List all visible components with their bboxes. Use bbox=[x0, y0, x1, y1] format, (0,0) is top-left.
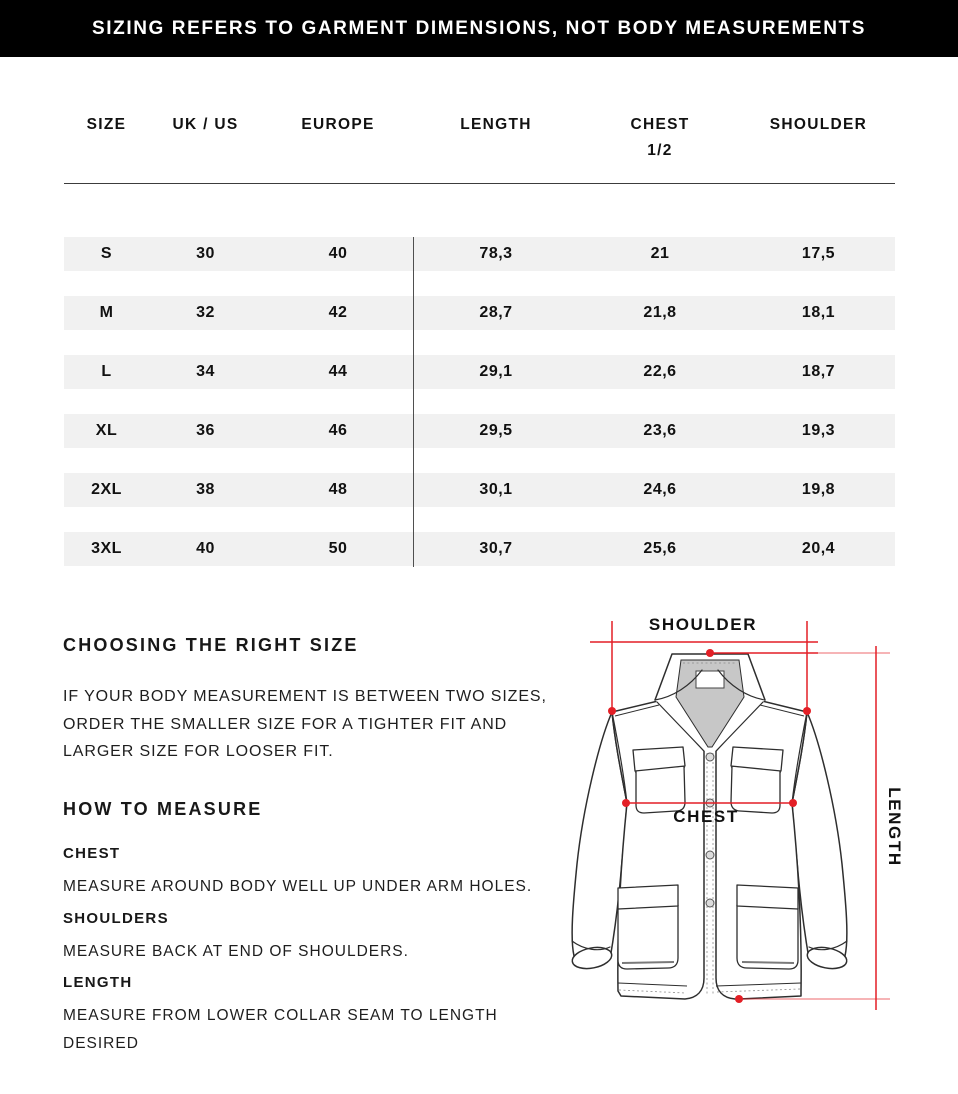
shoulder-cell: 18,7 bbox=[801, 363, 836, 380]
jacket-measurement-diagram bbox=[555, 600, 955, 1020]
collar-point bbox=[706, 649, 714, 657]
length-cell: 28,7 bbox=[479, 304, 513, 321]
size-cell: 3XL bbox=[91, 540, 122, 557]
table-row bbox=[64, 237, 895, 271]
choosing-size-paragraph bbox=[63, 683, 583, 766]
column-header-ukus: UK / US bbox=[172, 116, 239, 133]
size-cell: M bbox=[99, 304, 114, 321]
button bbox=[706, 899, 714, 907]
europe-cell: 48 bbox=[328, 481, 348, 498]
length-cell: 30,7 bbox=[479, 540, 513, 557]
length-cell: 29,1 bbox=[479, 363, 513, 380]
size-table-header bbox=[64, 112, 895, 164]
disclaimer-text: SIZING REFERS TO GARMENT DIMENSIONS, NOT BODY MEASUREMENTS bbox=[91, 17, 867, 39]
table-row bbox=[64, 296, 895, 330]
chest-cell: 23,6 bbox=[643, 422, 677, 439]
chest-right-point bbox=[789, 799, 797, 807]
europe-cell: 46 bbox=[328, 422, 348, 439]
europe-cell: 42 bbox=[328, 304, 348, 321]
text-line: MEASURE FROM LOWER COLLAR SEAM TO LENGTH bbox=[63, 1007, 498, 1024]
jacket-diagram-svg bbox=[555, 600, 955, 1020]
chest-cell: 21,8 bbox=[643, 304, 677, 321]
measure-shoulders-label: SHOULDERS bbox=[63, 910, 169, 927]
chest-cell: 24,6 bbox=[643, 481, 677, 498]
ukus-cell: 34 bbox=[196, 363, 215, 380]
chest-diagram-label: CHEST bbox=[673, 807, 739, 826]
left-chest-pocket-body bbox=[636, 766, 685, 813]
table-row bbox=[64, 473, 895, 507]
size-cell: L bbox=[101, 363, 112, 380]
neck-label bbox=[696, 671, 724, 688]
right-shoulder-point bbox=[803, 707, 811, 715]
left-lower-pocket-shadow bbox=[622, 962, 674, 963]
size-cell: 2XL bbox=[91, 481, 122, 498]
button bbox=[706, 753, 714, 761]
table-column-divider bbox=[413, 237, 414, 567]
shoulder-cell: 19,3 bbox=[801, 422, 836, 439]
length-cell: 78,3 bbox=[479, 245, 513, 262]
table-row bbox=[64, 532, 895, 566]
left-lower-pocket-band bbox=[618, 885, 678, 909]
choosing-size-title: CHOOSING THE RIGHT SIZE bbox=[63, 635, 359, 655]
hem-point bbox=[735, 995, 743, 1003]
left-chest-pocket-flap bbox=[633, 747, 685, 771]
text-line: DESIRED bbox=[63, 1034, 139, 1052]
chest-cell: 22,6 bbox=[643, 363, 677, 380]
disclaimer-banner bbox=[0, 0, 958, 57]
length-cell: 29,5 bbox=[479, 422, 513, 439]
size-cell: XL bbox=[95, 422, 118, 439]
shoulder-cell: 18,1 bbox=[801, 304, 836, 321]
column-header-length: LENGTH bbox=[460, 116, 532, 133]
left-lower-pocket-body bbox=[618, 905, 678, 969]
column-header-shoulder: SHOULDER bbox=[769, 116, 868, 133]
table-header-rule bbox=[64, 183, 895, 184]
ukus-cell: 32 bbox=[196, 304, 215, 321]
column-header-chest: CHEST 1/2 bbox=[630, 116, 690, 159]
size-cell: S bbox=[100, 245, 113, 262]
right-chest-pocket-body bbox=[731, 766, 780, 813]
chest-cell: 25,6 bbox=[643, 540, 677, 557]
ukus-cell: 36 bbox=[196, 422, 215, 439]
table-row bbox=[64, 355, 895, 389]
length-cell: 30,1 bbox=[479, 481, 513, 498]
paragraph-line: IF YOUR BODY MEASUREMENT IS BETWEEN TWO SIZES, bbox=[63, 688, 547, 705]
chest-cell: 21 bbox=[650, 245, 670, 262]
ukus-cell: 40 bbox=[196, 540, 215, 557]
europe-cell: 50 bbox=[328, 540, 348, 557]
paragraph-line: LARGER SIZE FOR LOOSER FIT. bbox=[63, 743, 334, 760]
how-to-measure-title: HOW TO MEASURE bbox=[63, 799, 263, 819]
length-diagram-label: LENGTH bbox=[885, 787, 904, 867]
europe-cell: 44 bbox=[328, 363, 348, 380]
size-table-body bbox=[64, 237, 895, 591]
ukus-cell: 38 bbox=[196, 481, 215, 498]
column-header-europe: EUROPE bbox=[301, 116, 375, 133]
shoulder-cell: 20,4 bbox=[801, 540, 836, 557]
right-lower-pocket-band bbox=[737, 885, 798, 909]
right-lower-pocket-shadow bbox=[742, 962, 794, 963]
measure-length-text bbox=[63, 1002, 583, 1057]
right-lower-pocket-body bbox=[737, 905, 798, 969]
right-chest-pocket-flap bbox=[731, 747, 783, 771]
left-shoulder-point bbox=[608, 707, 616, 715]
ukus-cell: 30 bbox=[196, 245, 215, 262]
button bbox=[706, 851, 714, 859]
paragraph-line: ORDER THE SMALLER SIZE FOR A TIGHTER FIT AND bbox=[63, 715, 508, 733]
column-header-size: SIZE bbox=[86, 116, 127, 133]
measure-chest-label: CHEST bbox=[63, 845, 121, 862]
measure-length-label: LENGTH bbox=[63, 974, 133, 991]
measure-chest-text: MEASURE AROUND BODY WELL UP UNDER ARM HOLES. bbox=[63, 878, 533, 895]
measure-shoulders-text: MEASURE BACK AT END OF SHOULDERS. bbox=[63, 943, 409, 960]
shoulder-diagram-label: SHOULDER bbox=[648, 615, 758, 634]
shoulder-cell: 17,5 bbox=[801, 245, 836, 262]
table-row bbox=[64, 414, 895, 448]
chest-left-point bbox=[622, 799, 630, 807]
europe-cell: 40 bbox=[328, 245, 348, 262]
shoulder-cell: 19,8 bbox=[801, 481, 836, 498]
